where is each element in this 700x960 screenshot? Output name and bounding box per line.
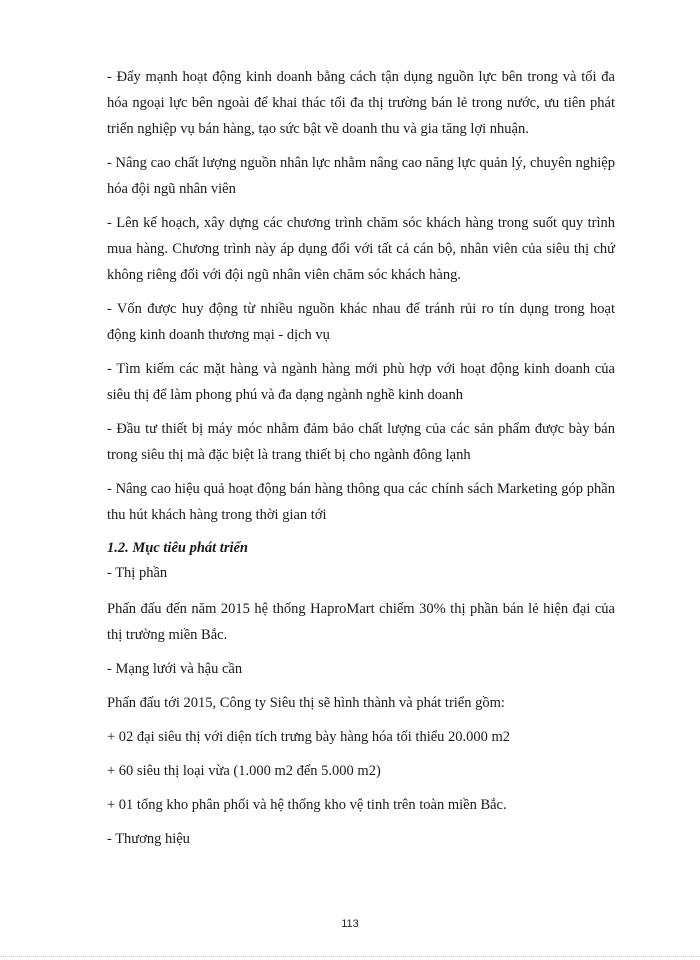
paragraph: - Lên kế hoạch, xây dựng các chương trình chăm sóc khách hàng trong suốt quy trình mua hàng. Chương trình này áp dụng đối với tất cả cán bộ, nhân viên của siêu thị chứ không riêng đối với đội ngũ nhân viên chăm sóc khách hàng.	[107, 215, 615, 283]
paragraph: Phấn đấu đến năm 2015 hệ thống HaproMart chiếm 30% thị phần bán lẻ hiện đại của thị trường miền Bắc.	[107, 601, 615, 643]
paragraph: - Thị phần	[107, 565, 168, 581]
paragraph: - Mạng lưới và hậu cần	[107, 661, 243, 677]
paragraph: - Vốn được huy động từ nhiều nguồn khác nhau để tránh rủi ro tín dụng trong hoạt động kinh doanh thương mại - dịch vụ	[107, 301, 615, 343]
paragraph: + 60 siêu thị loại vừa (1.000 m2 đến 5.000 m2)	[107, 763, 381, 779]
paragraph: + 02 đại siêu thị với diện tích trưng bày hàng hóa tối thiểu 20.000 m2	[107, 729, 511, 745]
section-heading: 1.2. Mục tiêu phát triển	[107, 540, 248, 556]
paragraph: - Nâng cao chất lượng nguồn nhân lực nhằm nâng cao năng lực quản lý, chuyên nghiệp hóa đội ngũ nhân viên	[107, 155, 615, 197]
paragraph: Phấn đấu tới 2015, Công ty Siêu thị sẽ hình thành và phát triển gồm:	[107, 695, 505, 711]
paragraph: - Nâng cao hiệu quả hoạt động bán hàng thông qua các chính sách Marketing góp phần thu hút khách hàng trong thời gian tới	[107, 481, 615, 523]
paragraph: - Tìm kiếm các mặt hàng và ngành hàng mới phù hợp với hoạt động kinh doanh của siêu thị để làm phong phú và đa dạng ngành nghề kinh doanh	[107, 361, 615, 403]
page-number: 113	[341, 918, 359, 930]
document-page	[107, 64, 615, 860]
paragraph: + 01 tổng kho phân phối và hệ thống kho vệ tinh trên toàn miền Bắc.	[107, 797, 507, 813]
paragraph: - Đẩy mạnh hoạt động kinh doanh bằng cách tận dụng nguồn lực bên trong và tối đa hóa ngoại lực bên ngoài để khai thác tối đa thị trường bán lẻ trong nước, ưu tiên phát triển nghiệp vụ bán hàng, tạo sức bật về doanh thu và gia tăng lợi nhuận.	[107, 69, 615, 137]
page-bottom-divider	[0, 956, 700, 957]
paragraph: - Đầu tư thiết bị máy móc nhằm đảm bảo chất lượng của các sản phẩm được bày bán trong siêu thị mà đặc biệt là trang thiết bị cho ngành đông lạnh	[107, 421, 615, 463]
paragraph: - Thương hiệu	[107, 831, 190, 847]
